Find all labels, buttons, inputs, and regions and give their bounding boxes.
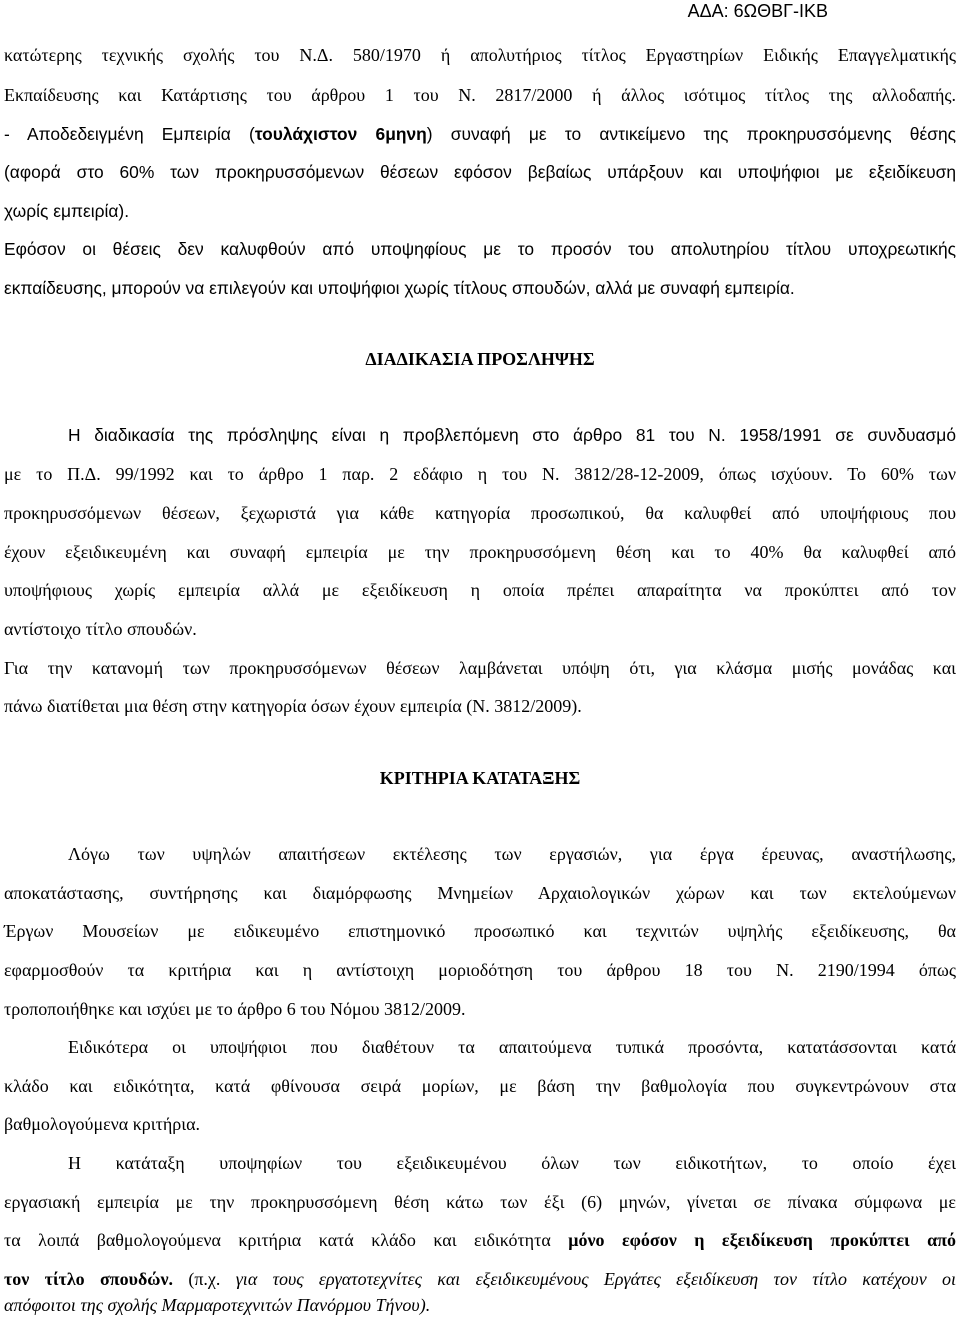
text-line bbox=[4, 123, 956, 145]
text-line: Για την κατανομή των προκηρυσσόμενων θέσεων λαμβάνεται υπόψη ότι, για κλάσμα μισής μονάδας και bbox=[4, 658, 956, 678]
text-line: Εφόσον οι θέσεις δεν καλυφθούν από υποψηφίους με το προσόν του απολυτηρίου τίτλου υποχρεωτικής bbox=[4, 239, 956, 259]
italic-text: απόφοιτοι της σχολής Μαρμαροτεχνιτών Πανόρμου Τήνου). bbox=[4, 1295, 431, 1315]
text-line bbox=[4, 1268, 956, 1290]
text-line: (αφορά στο 60% των προκηρυσσόμενων θέσεων εφόσον βεβαίως υπάρξουν και υποψήφιοι με εξειδίκευση bbox=[4, 162, 956, 182]
text-segment: - Αποδεδειγμένη Εμπειρία ( bbox=[4, 124, 255, 144]
text-line: προκηρυσσόμενων θέσεων, ξεχωριστά για κάθε κατηγορία προσωπικού, θα καλυφθεί από υποψήφιους που bbox=[4, 503, 956, 523]
section-heading: ΔΙΑΔΙΚΑΣΙΑ ΠΡΟΣΛΗΨΗΣ bbox=[365, 349, 595, 369]
text-line: κλάδο και ειδικότητα, κατά φθίνουσα σειρά μορίων, με βάση την βαθμολογία που συγκεντρώνουν στα bbox=[4, 1076, 956, 1096]
bold-text: τον τίτλο σπουδών. bbox=[4, 1269, 174, 1289]
ada-code: ΑΔΑ: 6ΩΘΒΓ-ΙΚΒ bbox=[687, 1, 828, 21]
text-line: πάνω διατίθεται μια θέση στην κατηγορία όσων έχουν εμπειρία (Ν. 3812/2009). bbox=[4, 696, 582, 716]
text-line: βαθμολογούμενα κριτήρια. bbox=[4, 1114, 201, 1134]
text-line: αποκατάστασης, συντήρησης και διαμόρφωσης Μνημείων Αρχαιολογικών χώρων και των εκτελούμενων bbox=[4, 883, 956, 903]
text-line: Ειδικότερα οι υποψήφιοι που διαθέτουν τα απαιτούμενα τυπικά προσόντα, κατατάσσονται κατά bbox=[68, 1037, 956, 1057]
text-line: υποψήφιους χωρίς εμπειρία αλλά με εξειδίκευση η οποία πρέπει απαραίτητα να προκύπτει από τον bbox=[4, 580, 956, 600]
italic-text: για τους εργατοτεχνίτες και εξειδικευμένους Εργάτες εξειδίκευση τον τίτλο κατέχουν οι bbox=[235, 1269, 956, 1289]
text-line: εργασιακή εμπειρία με την προκηρυσσόμενη θέση κάτω των έξι (6) μηνών, γίνεται σε πίνακα σύμφωνα με bbox=[4, 1192, 956, 1212]
text-line: Η κατάταξη υποψηφίων του εξειδικευμένου όλων των ειδικοτήτων, το οποίο έχει bbox=[68, 1153, 956, 1173]
text-line: Έργων Μουσείων με ειδικευμένο επιστημονικό προσωπικό και τεχνιτών υψηλής εξειδίκευσης, θα bbox=[4, 921, 956, 941]
section-heading: ΚΡΙΤΗΡΙΑ ΚΑΤΑΤΑΞΗΣ bbox=[379, 768, 581, 788]
text-line: εφαρμοσθούν τα κριτήρια και η αντίστοιχη μοριοδότηση του άρθρου 18 του Ν. 2190/1994 όπως bbox=[4, 960, 956, 980]
text-line: εκπαίδευσης, μπορούν να επιλεγούν και υποψήφιοι χωρίς τίτλους σπουδών, αλλά με συναφή εμπειρία. bbox=[4, 278, 795, 298]
text-line: με το Π.Δ. 99/1992 και το άρθρο 1 παρ. 2 εδάφιο η του Ν. 3812/28-12-2009, όπως ισχύουν. Το 60% των bbox=[4, 464, 956, 484]
text-line: έχουν εξειδικευμένη και συναφή εμπειρία με την προκηρυσσόμενη θέση και το 40% θα καλυφθεί από bbox=[4, 542, 956, 562]
text-segment: ) συναφή με το αντικείμενο της προκηρυσσόμενης θέσης bbox=[426, 124, 956, 144]
bold-text: τουλάχιστον 6μηνη bbox=[254, 124, 427, 144]
text-segment: τα λοιπά βαθμολογούμενα κριτήρια κατά κλάδο και ειδικότητα bbox=[4, 1230, 569, 1250]
text-line bbox=[4, 1229, 956, 1251]
bold-text: μόνο εφόσον η εξειδίκευση προκύπτει από bbox=[568, 1230, 956, 1250]
text-line: Η διαδικασία της πρόσληψης είναι η προβλεπόμενη στο άρθρο 81 του Ν. 1958/1991 σε συνδυασμό bbox=[68, 425, 956, 445]
text-segment: (π.χ. bbox=[173, 1269, 236, 1289]
text-line: τροποποιήθηκε και ισχύει με το άρθρο 6 του Νόμου 3812/2009. bbox=[4, 999, 466, 1019]
text-line bbox=[4, 1294, 956, 1316]
text-line: χωρίς εμπειρία). bbox=[4, 201, 130, 221]
text-line: κατώτερης τεχνικής σχολής του Ν.Δ. 580/1970 ή απολυτήριος τίτλος Εργαστηρίων Ειδικής Επαγγελματικής bbox=[4, 45, 956, 65]
text-line: Λόγω των υψηλών απαιτήσεων εκτέλεσης των εργασιών, για έργα έρευνας, αναστήλωσης, bbox=[68, 844, 956, 864]
text-line: αντίστοιχο τίτλο σπουδών. bbox=[4, 619, 197, 639]
text-line: Εκπαίδευσης και Κατάρτισης του άρθρου 1 του Ν. 2817/2000 ή άλλος ισότιμος τίτλος της αλλοδαπής. bbox=[4, 85, 956, 105]
